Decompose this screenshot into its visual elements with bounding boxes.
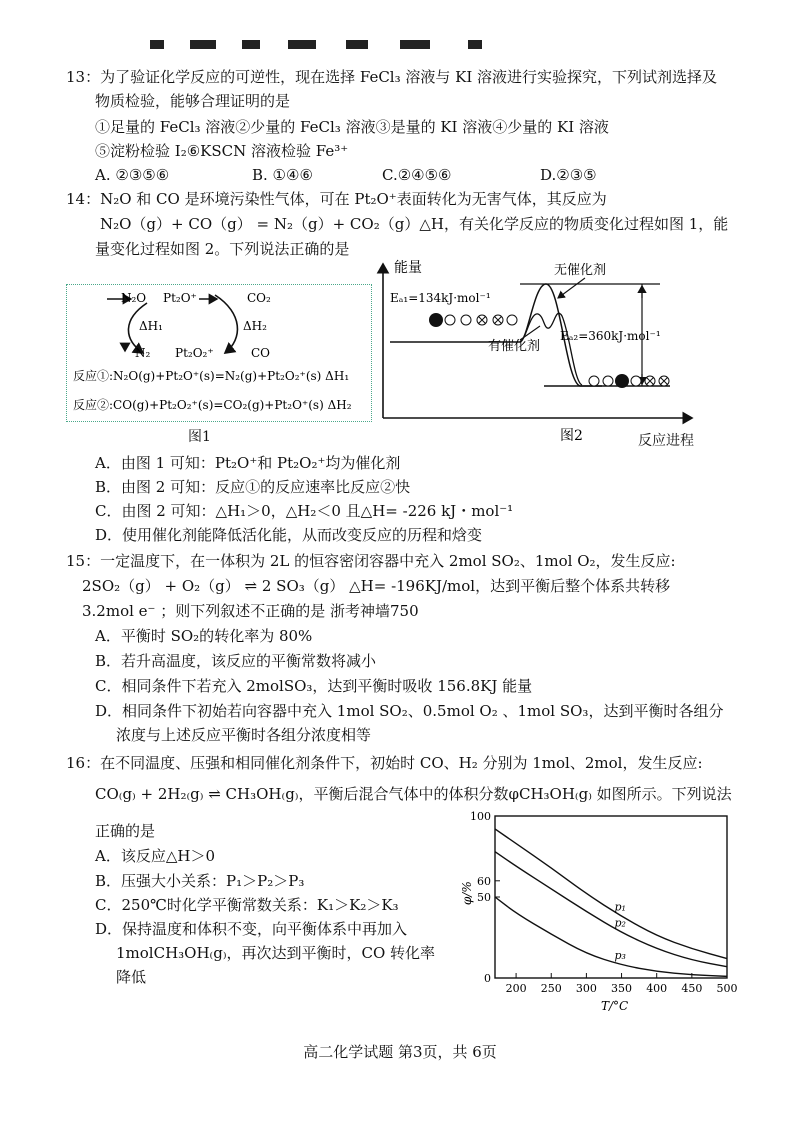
figure1-box [66, 284, 372, 422]
fig1-reaction2: 反应②:CO(g)+Pt₂O₂⁺(s)=CO₂(g)+Pt₂O⁺(s) ΔH₂ [73, 398, 352, 412]
y-tick-label: 100 [470, 810, 491, 823]
chart-y-axis-label: φ/% [460, 881, 474, 906]
fig1-n2: N₂ [135, 346, 151, 360]
y-tick-label: 0 [484, 972, 491, 985]
q13-stem-line1: 13：为了验证化学反应的可逆性，现在选择 FeCl₃ 溶液与 KI 溶液进行实验探究，下列试剂选择及 [66, 68, 718, 86]
q13-tests-line: ⑤淀粉检验 I₂⑥KSCN 溶液检验 Fe³⁺ [95, 142, 349, 160]
fig1-reaction1: 反应①:N₂O(g)+Pt₂O⁺(s)=N₂(g)+Pt₂O₂⁺(s) ΔH₁ [73, 369, 350, 383]
reactant-white-atom [507, 315, 517, 325]
q16-option-d-continued1: 1molCH₃OH₍g₎，再次达到平衡时，CO 转化率 [116, 944, 436, 962]
q16-stem-line1: 16：在不同温度、压强和相同催化剂条件下，初始时 CO、H₂ 分别为 1mol、2mol，发生反应: [66, 754, 703, 772]
series-label-2: p₂ [614, 916, 626, 930]
fig1-dh1: ΔH₁ [139, 319, 163, 333]
fig2-ea2: Eₐ₂=360kJ·mol⁻¹ [560, 329, 661, 343]
q15-option-d-continued: 浓度与上述反应平衡时各组分浓度相等 [116, 726, 372, 744]
y-tick-label: 60 [477, 874, 491, 888]
product-white-atom [603, 376, 613, 386]
reactant-white-atom [445, 315, 455, 325]
fig2-ea1: Eₐ₁=134kJ·mol⁻¹ [390, 291, 491, 305]
q16-option-d-continued2: 降低 [116, 968, 147, 986]
phi-vs-temperature-chart [455, 808, 745, 1018]
fig1-n2o: N₂O [121, 291, 147, 305]
q14-option-a: A．由图 1 可知：Pt₂O⁺和 Pt₂O₂⁺均为催化剂 [95, 454, 401, 472]
fig1-co2: CO₂ [247, 291, 271, 305]
plot-frame [495, 816, 727, 978]
x-tick-label: 250 [540, 982, 562, 995]
q16-option-d: D．保持温度和体积不变，向平衡体系中再加入 [95, 920, 408, 938]
product-white-atom [631, 376, 641, 386]
q14-option-c: C．由图 2 可知：△H₁＞0，△H₂＜0 且△H= -226 kJ・mol⁻¹ [95, 502, 514, 520]
q13-stem-line2: 物质检验，能够合理证明的是 [95, 92, 291, 110]
series-line-1 [495, 829, 727, 959]
x-tick-label: 400 [646, 982, 668, 995]
q16-stem-line3: 正确的是 [95, 822, 156, 840]
q16-option-c: C．250℃时化学平衡常数关系：K₁＞K₂＞K₃ [95, 896, 399, 914]
fig2-x-label: 反应进程 [638, 433, 694, 449]
fig2-y-label: 能量 [394, 260, 422, 276]
fig1-pt2o2: Pt₂O₂⁺ [175, 346, 214, 360]
page-footer: 高二化学试题 第3页，共 6页 [303, 1043, 497, 1061]
product-black-atom [615, 374, 629, 388]
figure1-cycle-diagram [67, 285, 373, 423]
catalyzed-pointer [520, 326, 540, 340]
q16-option-a: A．该反应△H＞0 [95, 847, 215, 865]
reactant-black-atom [429, 313, 443, 327]
q14-option-b: B．由图 2 可知：反应①的反应速率比反应②快 [95, 478, 411, 496]
cropped-text-fragment [150, 40, 490, 50]
reactant-white-atom [461, 315, 471, 325]
figure1-caption: 图1 [188, 429, 211, 445]
q15-option-a: A．平衡时 SO₂的转化率为 80% [95, 627, 313, 645]
q14-stem-line3: 量变化过程如图 2。下列说法正确的是 [95, 240, 350, 258]
q14-option-d: D．使用催化剂能降低活化能，从而改变反应的历程和焓变 [95, 526, 483, 544]
x-tick-label: 300 [575, 982, 597, 995]
y-tick-label: 50 [477, 891, 491, 904]
x-tick-label: 350 [611, 982, 633, 995]
product-white-atom [589, 376, 599, 386]
series-label-1: p₁ [614, 900, 626, 914]
q16-equation-line: CO₍g₎ + 2H₂₍g₎ ⇌ CH₃OH₍g₎，平衡后混合气体中的体积分数φCH₃OH₍g₎ 如图所示。下列说法 [95, 785, 732, 803]
q15-stem-line1: 15：一定温度下，在一体积为 2L 的恒容密闭容器中充入 2mol SO₂、1mol O₂，发生反应: [66, 552, 676, 570]
q15-option-d: D．相同条件下初始若向容器中充入 1mol SO₂、0.5mol O₂ 、1mol SO₃，达到平衡时各组分 [95, 702, 724, 720]
q15-stem-line3: 3.2mol e⁻ ；则下列叙述不正确的是 浙考神墙750 [82, 602, 419, 620]
fig1-pt2o-top: Pt₂O⁺ [163, 291, 197, 305]
q13-option-d: D.②③⑤ [540, 166, 597, 184]
fig2-catalyzed-label: 有催化剂 [488, 339, 541, 354]
fig1-dh2: ΔH₂ [243, 319, 267, 333]
fig2-caption: 图2 [560, 428, 583, 444]
fig1-co: CO [251, 346, 271, 360]
q13-option-b: B. ①④⑥ [252, 166, 313, 184]
x-tick-label: 450 [681, 982, 703, 995]
figure2-energy-diagram [370, 254, 700, 444]
arc-arrow-right [215, 295, 237, 353]
q15-option-b: B．若升高温度，该反应的平衡常数将减小 [95, 652, 377, 670]
x-tick-label: 200 [505, 982, 527, 995]
chart-x-axis-label: T/°C [601, 999, 629, 1013]
q16-option-b: B．压强大小关系：P₁＞P₂＞P₃ [95, 872, 305, 890]
q13-option-a: A. ②③⑤⑥ [95, 166, 170, 184]
q13-reagents-line: ①足量的 FeCl₃ 溶液②少量的 FeCl₃ 溶液③是量的 KI 溶液④少量的 KI 溶液 [95, 118, 609, 136]
series-label-3: p₃ [614, 949, 626, 963]
fig2-uncatalyzed-label: 无催化剂 [554, 263, 607, 278]
q15-option-c: C．相同条件下若充入 2molSO₃，达到平衡时吸收 156.8KJ 能量 [95, 677, 533, 695]
x-tick-label: 500 [716, 982, 738, 995]
q14-equation-line: N₂O（g）+ CO（g） = N₂（g）+ CO₂（g）△H，有关化学反应的物质变化过程如图 1，能 [100, 215, 729, 233]
q15-equation-line: 2SO₂（g） + O₂（g） ⇌ 2 SO₃（g） △H= -196KJ/mol，达到平衡后整个体系共转移 [82, 577, 671, 595]
uncatalyzed-pointer [558, 278, 585, 298]
q14-stem-line1: 14：N₂O 和 CO 是环境污染性气体，可在 Pt₂O⁺表面转化为无害气体，其反应为 [66, 190, 607, 208]
q13-option-c: C.②④⑤⑥ [382, 166, 452, 184]
